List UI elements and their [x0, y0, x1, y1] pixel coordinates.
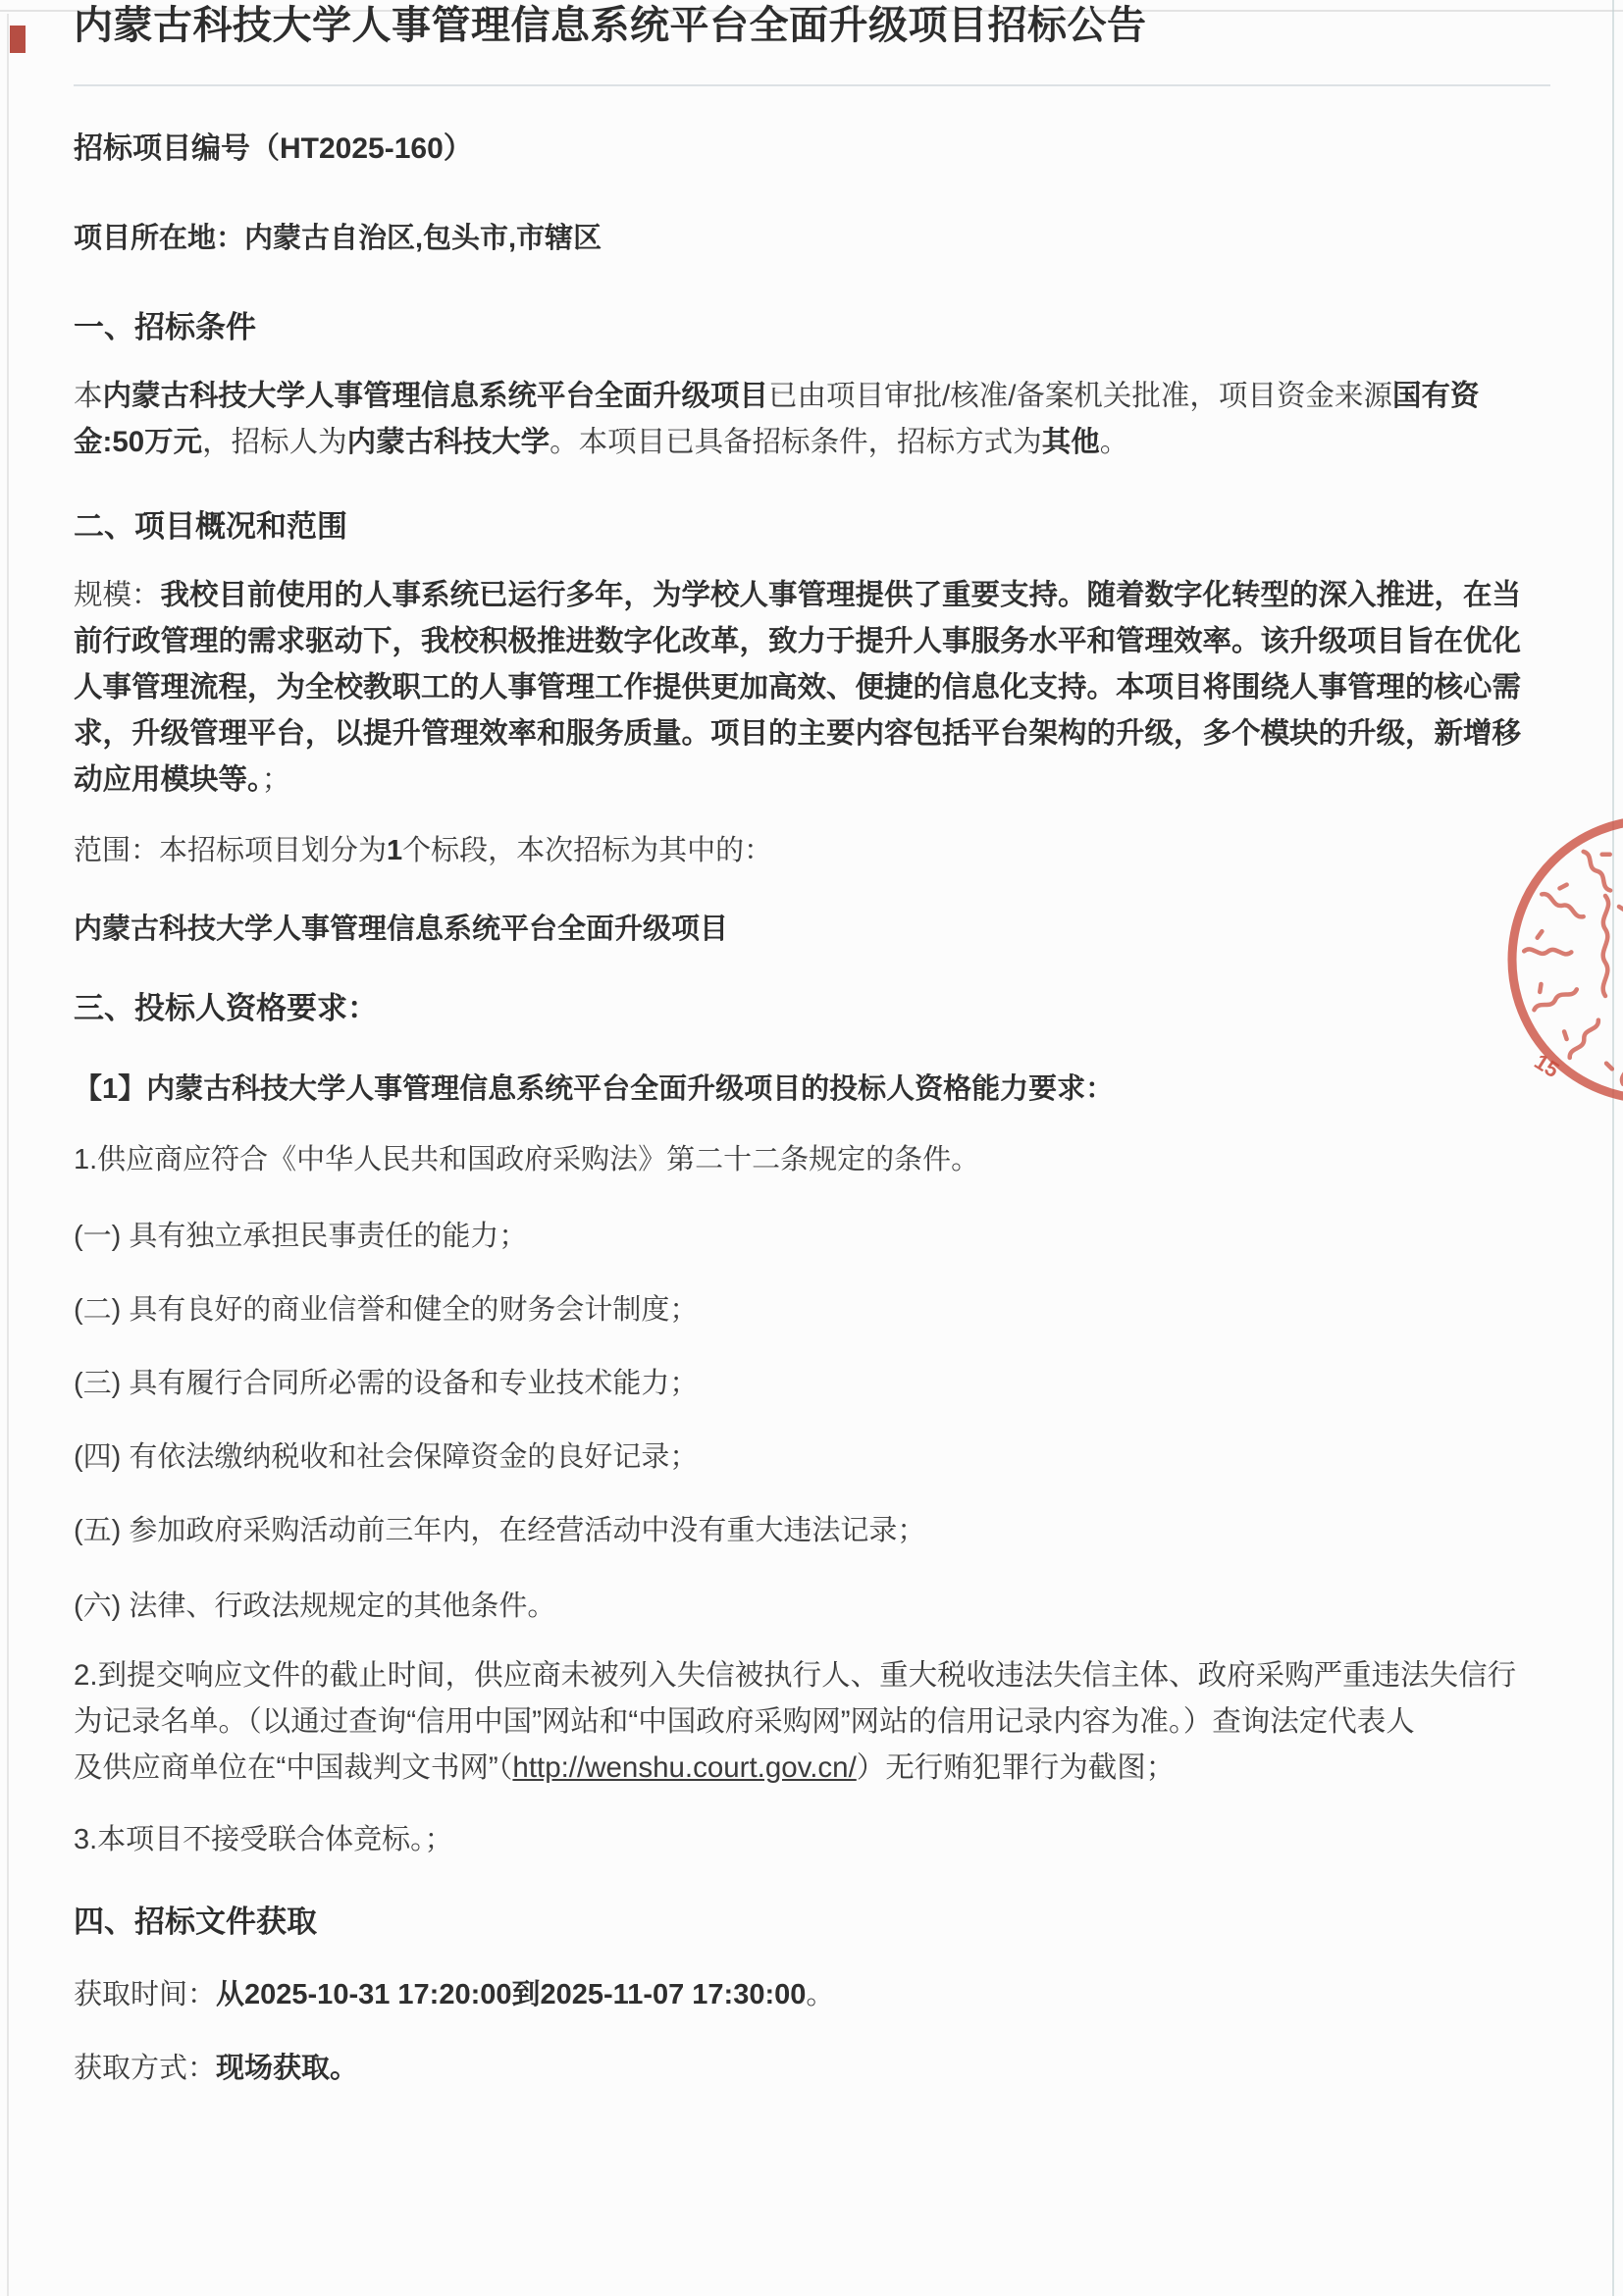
text-run: 内蒙古科技大学	[346, 426, 550, 458]
text-line	[74, 1698, 1550, 1745]
text-line	[74, 373, 1550, 419]
text-run: ，招标人为	[202, 426, 347, 458]
qualification-subheading: 【1】内蒙古科技大学人事管理信息系统平台全面升级项目的投标人资格能力要求：	[74, 1073, 1115, 1105]
text-line	[74, 1652, 1550, 1698]
tender-conditions-paragraph	[74, 373, 1550, 465]
page-title: 内蒙古科技大学人事管理信息系统平台全面升级项目招标公告	[74, 4, 1147, 47]
qualification-rule-2-paragraph	[74, 1652, 1550, 1791]
text-line	[74, 419, 1550, 465]
condition-item-6: (六) 法律、行政法规规定的其他条件。	[74, 1591, 556, 1622]
text-run: 获取时间：	[74, 1979, 217, 2010]
text-run: 求，升级管理平台，以提升管理效率和服务质量。项目的主要内容包括平台架构的升级，多个模块的升级，新增移	[74, 717, 1522, 750]
project-number-line: 招标项目编号（HT2025-160）	[74, 132, 473, 165]
text-run: 前行政管理的需求驱动下，我校积极推进数字化改革，致力于提升人事服务水平和管理效率。该升级项目旨在优化	[74, 625, 1522, 657]
text-run: ）无行贿犯罪行为截图；	[856, 1751, 1176, 1784]
text-run: 现场获取。	[216, 2053, 359, 2084]
text-run: 规模：	[74, 579, 161, 611]
seal-digits: 15	[1530, 1049, 1564, 1083]
scan-edge-left	[7, 14, 9, 2296]
text-line	[74, 618, 1550, 664]
text-run: 其他	[1041, 426, 1100, 458]
project-scope-line	[74, 832, 1550, 869]
text-run: 1	[387, 835, 403, 866]
red-circular-seal	[1490, 803, 1623, 1126]
text-run: 获取方式：	[74, 2053, 217, 2084]
scan-edge-right	[1612, 0, 1614, 2296]
text-run: 范围：本招标项目划分为	[74, 835, 388, 866]
text-run: 个标段，本次招标为其中的：	[402, 835, 773, 866]
text-run: 国有资	[1391, 380, 1480, 412]
red-corner-mark	[10, 26, 26, 53]
title-divider	[74, 84, 1550, 86]
project-scale-paragraph	[74, 572, 1550, 803]
text-run: 人事管理流程，为全校教职工的人事管理工作提供更加高效、便捷的信息化支持。本项目将围绕人事管理的核心需	[74, 671, 1522, 704]
text-run: 。	[1099, 426, 1129, 458]
condition-item-1: (一) 具有独立承担民事责任的能力；	[74, 1221, 528, 1252]
qualification-rule-3: 3.本项目不接受联合体竞标。；	[74, 1824, 453, 1855]
project-location-line: 项目所在地：内蒙古自治区,包头市,市辖区	[74, 223, 602, 254]
obtain-method-line	[74, 2050, 1550, 2087]
text-run: 已由项目审批/核准/备案机关批准，项目资金来源	[768, 380, 1392, 412]
document-content	[74, 0, 1550, 2087]
text-run: ；	[261, 763, 291, 796]
section4-heading: 四、招标文件获取	[74, 1905, 317, 1939]
lot-name-line: 内蒙古科技大学人事管理信息系统平台全面升级项目	[74, 913, 729, 945]
text-line	[74, 664, 1550, 710]
text-line	[74, 710, 1550, 757]
text-run: 。	[806, 1979, 835, 2010]
text-run: 及供应商单位在“中国裁判文书网”（	[74, 1751, 513, 1784]
text-run: 动应用模块等。	[74, 763, 262, 796]
section2-heading: 二、项目概况和范围	[74, 509, 347, 544]
text-run: 我校目前使用的人事系统已运行多年，为学校人事管理提供了重要支持。随着数字化转型的深入推进，在当	[160, 579, 1522, 611]
section3-heading: 三、投标人资格要求：	[74, 991, 378, 1025]
condition-item-2: (二) 具有良好的商业信誉和健全的财务会计制度；	[74, 1294, 699, 1326]
condition-item-5: (五) 参加政府采购活动前三年内，在经营活动中没有重大违法记录；	[74, 1515, 926, 1546]
qualification-rule-1: 1.供应商应符合《中华人民共和国政府采购法》第二十二条规定的条件。	[74, 1144, 980, 1175]
text-run: 内蒙古科技大学人事管理信息系统平台全面升级项目	[102, 380, 769, 412]
condition-item-4: (四) 有依法缴纳税收和社会保障资金的良好记录；	[74, 1441, 699, 1473]
text-run: 金:50万元	[74, 426, 203, 458]
section1-heading: 一、招标条件	[74, 310, 256, 344]
url-link[interactable]: http://wenshu.court.gov.cn/	[512, 1751, 857, 1784]
text-run: 。本项目已具备招标条件，招标方式为	[550, 426, 1042, 458]
text-run: 为记录名单。（以通过查询“信用中国”网站和“中国政府采购网”网站的信用记录内容为准。）查询法定代表人	[74, 1705, 1415, 1738]
condition-item-3: (三) 具有履行合同所必需的设备和专业技术能力；	[74, 1368, 699, 1399]
text-run: 2.到提交响应文件的截止时间，供应商未被列入失信被执行人、重大税收违法失信主体、政府采购严重违法失信行	[74, 1659, 1517, 1692]
text-line	[74, 757, 1550, 803]
text-line	[74, 1745, 1550, 1791]
text-run: 从2025-10-31 17:20:00到2025-11-07 17:30:00	[216, 1979, 807, 2010]
text-line	[74, 572, 1550, 618]
text-run: 本	[74, 380, 103, 412]
obtain-time-line	[74, 1976, 1550, 2013]
